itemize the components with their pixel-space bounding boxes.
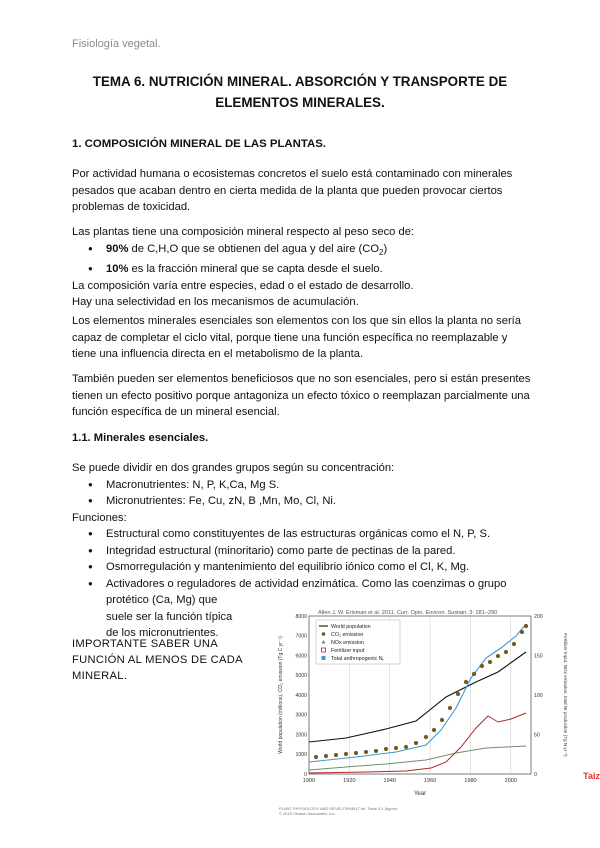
left-tick-label: 7000 <box>295 633 307 640</box>
list-item: ● Osmorregulación y mantenimiento del equilibrio iónico como el Cl, K, Mg. <box>72 559 542 576</box>
text-line: de los micronutrientes. <box>106 627 219 639</box>
bold-value: 90% <box>106 242 129 255</box>
list-item: ● Macronutrientes: N, P, K,Ca, Mg S. <box>72 477 542 494</box>
text-span: es la fracción mineral que se capta desde el suelo. <box>128 263 383 276</box>
right-tick-label: 100 <box>534 692 543 699</box>
bold-value: 10% <box>106 263 129 276</box>
left-tick-label: 3000 <box>295 712 307 719</box>
x-tick-label: 1960 <box>423 778 437 784</box>
legend-total-anthropogenic-n: Total anthropogenic Nr <box>331 656 384 662</box>
list-item: ● Integridad estructural (minoritario) como parte de pectinas de la pared. <box>72 543 542 560</box>
section-1-heading: 1. COMPOSICIÓN MINERAL DE LAS PLANTAS. <box>72 138 326 150</box>
figure-credit <box>279 806 397 816</box>
left-tick-label: 4000 <box>295 692 307 699</box>
right-tick-label: 150 <box>534 653 543 660</box>
list-item <box>72 241 542 262</box>
x-tick-label: 1920 <box>343 778 356 784</box>
text-line: protético (Ca, Mg) que <box>106 594 218 606</box>
text-line: Se puede dividir en dos grandes grupos según su concentración: <box>72 462 395 474</box>
right-tick-label: 50 <box>534 732 540 739</box>
text-line: capaz de completar el ciclo vital, porque tiene una función específica no reemplazable y <box>72 331 508 344</box>
text-line: función específica de un mineral esencial. <box>72 406 280 418</box>
section-1-1-heading: 1.1. Minerales esenciales. <box>72 432 209 444</box>
text-line: tienen un efecto positivo porque antagoniza un efecto tóxico o reemplazan parcialmente una <box>72 389 530 402</box>
text-line: MINERAL. <box>72 670 128 682</box>
legend-co2-emission: CO₂ emission <box>331 632 364 638</box>
right-tick-label: 0 <box>534 771 537 778</box>
x-tick-label: 1980 <box>464 778 477 784</box>
text-line: pesados que acaban dentro en cierta medida de la planta que pueden provocar ciertos <box>72 184 503 197</box>
credit-line: PLANT PHYSIOLOGY AND DEVELOPMENT 6e, Table 5.1 (figure) <box>279 806 398 811</box>
funciones-label: Funciones: <box>72 511 127 524</box>
left-tick-label: 6000 <box>295 653 307 660</box>
right-tick-label: 200 <box>534 613 543 620</box>
left-axis-title: World population (millions), CO₂ emission (Tg C yr⁻¹) <box>278 636 284 754</box>
text-line: IMPORTANTE SABER UNA <box>72 638 219 650</box>
figure-citation: Allen J. W. Erisman et al. 2011. Curr. Opin. Environ. Sustain. 3: 281–290 <box>318 610 498 616</box>
text-line: problemas de toxicidad. <box>72 201 191 213</box>
legend-nox-emission: NOx emission <box>331 640 364 646</box>
left-tick-label: 5000 <box>295 673 307 680</box>
important-note <box>72 636 282 684</box>
paragraph-contamination <box>72 166 542 216</box>
list-item <box>72 261 542 278</box>
document-title <box>60 71 540 113</box>
paragraph-beneficial <box>72 371 542 421</box>
text-line: suele ser la función típica <box>106 610 233 623</box>
text-line: tiene una influencia directa en el metabolismo de la planta. <box>72 348 364 360</box>
left-tick-label: 8000 <box>295 613 307 620</box>
text-line: Por actividad humana o ecosistemas concretos el suelo está contaminado con minerales <box>72 168 513 180</box>
title-line-2: ELEMENTOS MINERALES. <box>215 95 385 110</box>
list-item: ● Estructural como constituyentes de las estructuras orgánicas como el N, P, S. <box>72 526 542 543</box>
text-span: ) <box>383 242 388 255</box>
text-line: Las plantas tiene una composición mineral respecto al peso seco de: <box>72 226 415 238</box>
text-line: FUNCIÓN AL MENOS DE CADA <box>72 654 243 666</box>
right-axis-title: Fertilizer input, NOx emission, total Nr production (Tg N yr⁻¹) <box>563 633 568 757</box>
page-header: Fisiología vegetal. <box>72 38 161 50</box>
text-line: Hay una selectividad en los mecanismos de acumulación. <box>72 296 359 309</box>
text-line: Los elementos minerales esenciales son elementos con los que sin ellos la planta no sería <box>72 315 522 327</box>
subscript: 2 <box>379 247 384 257</box>
legend-fertilizer-input: Fertilizer input <box>331 648 365 654</box>
left-tick-label: 2000 <box>295 732 307 739</box>
left-axis-ticks <box>295 614 307 778</box>
left-tick-label: 1000 <box>295 752 307 759</box>
x-axis-title: Year <box>413 791 427 797</box>
left-tick-label: 0 <box>304 771 307 778</box>
x-tick-label: 1940 <box>383 778 396 784</box>
x-tick-label: 2000 <box>504 778 518 784</box>
paragraph-essential <box>72 313 542 363</box>
side-tab-label: Taiz <box>583 771 600 781</box>
x-axis-ticks <box>303 778 517 784</box>
legend-world-population: World population <box>331 624 371 630</box>
title-line-1: TEMA 6. NUTRICIÓN MINERAL. ABSORCIÓN Y TRANSPORTE DE <box>92 74 508 89</box>
list-item: ● Activadores o reguladores de actividad enzimática. Como las coenzimas o grupo <box>72 576 542 593</box>
text-line: La composición varía entre especies, edad o el estado de desarrollo. <box>72 279 414 292</box>
right-axis-ticks <box>534 614 543 778</box>
paragraph-composition <box>72 224 542 311</box>
legend <box>316 620 400 664</box>
text-span: de C,H,O que se obtienen del agua y del aire (CO <box>128 242 380 255</box>
list-item: ● Micronutrientes: Fe, Cu, zN, B ,Mn, Mo, Cl, Ni. <box>72 493 542 510</box>
population-emissions-figure <box>276 612 576 808</box>
credit-line: © 2015 Sinauer Associates, Inc. <box>279 811 336 816</box>
text-line: También pueden ser elementos beneficiosos que no son esenciales, pero si están presentes <box>72 373 531 385</box>
x-tick-label: 1900 <box>302 778 316 784</box>
